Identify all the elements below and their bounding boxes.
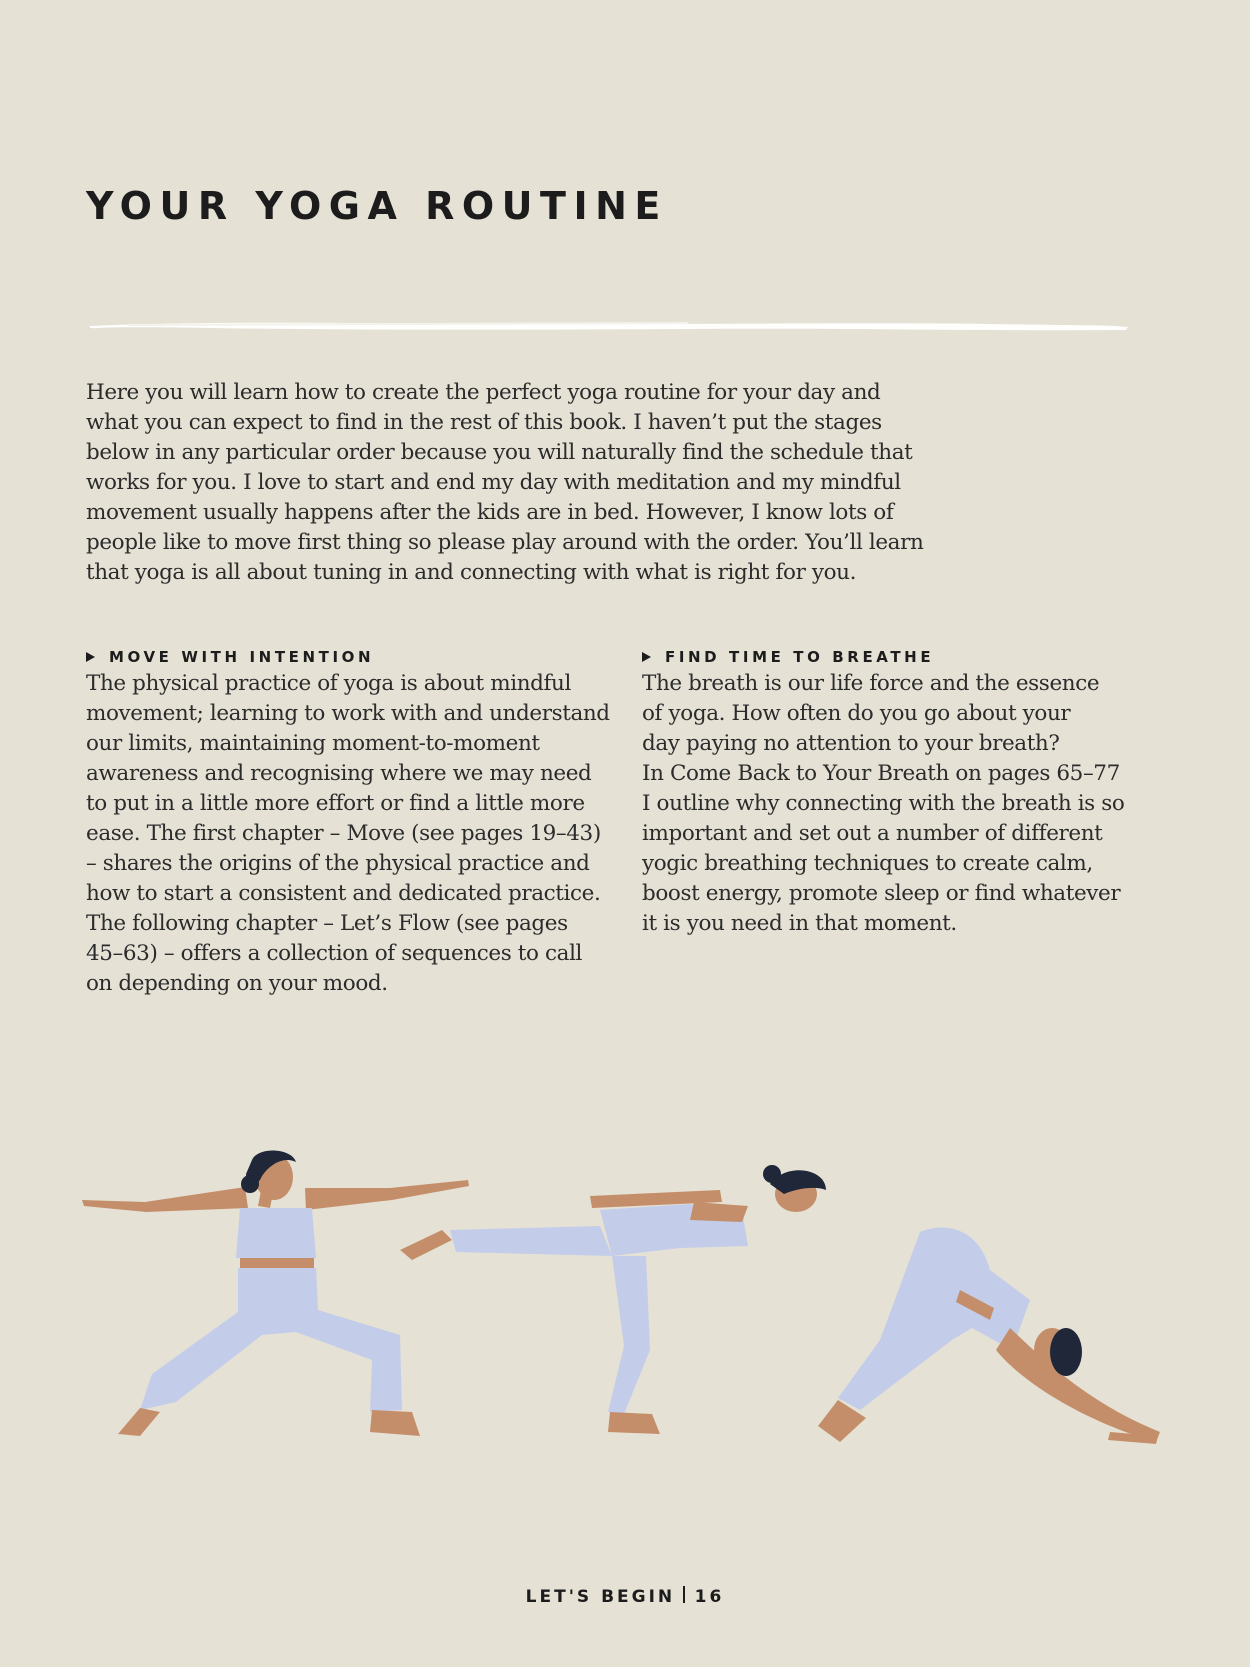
section-body: The breath is our life force and the essence of yoga. How often do you go about your day paying no attention to your breath? In Come Back to Your Breath on pages 65–77 I outline why connecting with the breath is so important and set out a number of different yogic breathing techniques to create calm, boost energy, promote sleep or find whatever it is you need in that moment. [642, 671, 1125, 936]
section-heading-text: MOVE WITH INTENTION [109, 648, 375, 666]
section-heading [86, 645, 626, 669]
page-number: 16 [694, 1587, 725, 1607]
downward-dog-figure [818, 1228, 1160, 1444]
intro-paragraph: Here you will learn how to create the perfect yoga routine for your day and what you can expect to find in the rest of this book. I haven’t put the stages below in any particular order because you will naturally find the schedule that works for you. I love to start and end my day with meditation and my mindful movement usually happens after the kids are in bed. However, I know lots of people like to move first thing so please play around with the order. You’ll learn that yoga is all about tuning in and connecting with what is right for you. [86, 380, 924, 585]
yoga-poses-illustration [0, 1150, 1250, 1550]
footer-section: LET'S BEGIN [525, 1587, 676, 1607]
triangle-bullet-icon [642, 652, 651, 662]
section-heading-text: FIND TIME TO BREATHE [665, 648, 935, 666]
section-move-with-intention [86, 645, 626, 999]
section-find-time-to-breathe [642, 645, 1222, 939]
warrior-three-figure [400, 1165, 826, 1434]
section-heading [642, 645, 1222, 669]
brush-divider [88, 318, 1130, 334]
page-footer [0, 1586, 1250, 1607]
page-title: YOUR YOGA ROUTINE [86, 184, 668, 228]
footer-divider [683, 1586, 685, 1603]
triangle-bullet-icon [86, 652, 95, 662]
section-body: The physical practice of yoga is about mindful movement; learning to work with and understand our limits, maintaining moment-to-moment awareness and recognising where we may need to put in a little more effort or find a little more ease. The first chapter – Move (see pages 19–43) – shares the origins of the physical practice and how to start a consistent and dedicated practice. The following chapter – Let’s Flow (see pages 45–63) – offers a collection of sequences to call on depending on your mood. [86, 671, 610, 996]
warrior-two-figure [82, 1150, 469, 1436]
